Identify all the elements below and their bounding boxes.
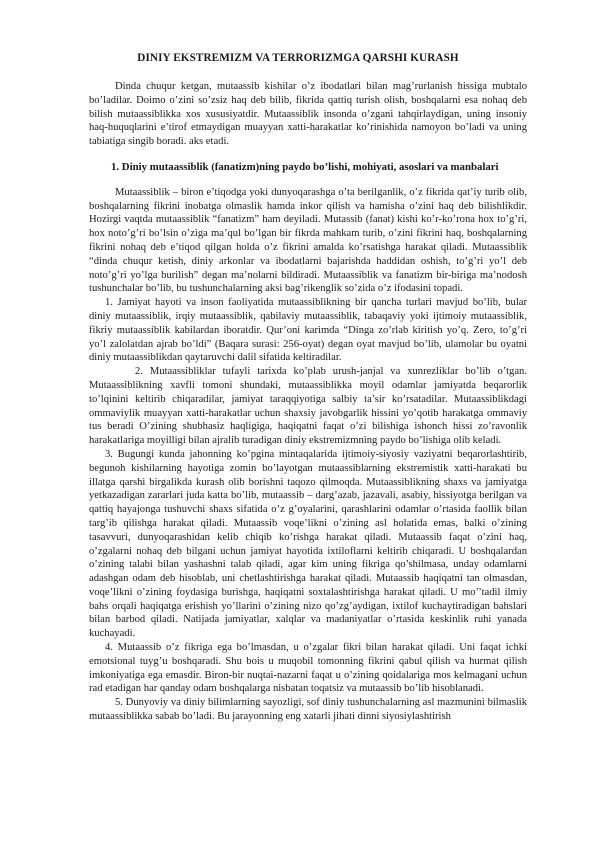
document-body bbox=[89, 80, 527, 724]
intro-paragraph: Dinda chuqur ketgan, mutaassib kishilar o’z ibodatlari bilan mag’rurlanish hissiga mubtalo bo’ladilar. Doimo o’zini so’zsiz haq deb bilib, fikrida qattiq turish olish, boshqalarni esa nohaq deb bilish mutaassiblikka xos xususiyatdir. Mutaassiblik insonda o’zgani tahqirlaydigan, uning insoniy haq-huquqlarini e’tirof etmaydigan muayyan xatti-harakatlar ko’rinishida namoyon bo’ladi va uning tabiatiga singib boradi. aks etadi. bbox=[89, 81, 527, 148]
paragraph-definition: Mutaassiblik – biron e’tiqodga yoki dunyoqarashga o’ta berilganlik, o’z fikrida qat’iy turib olib, boshqalarning fikrini inobatga olmaslik hamda inkor qilish va hamisha o’zini haq deb bilishlikdir. Hozirgi vaqtda mutaassiblik “fanatizm” ham deyiladi. Mutassib (fanat) kishi ko’r-ko’rona hox to’g’ri, hox noto’g’ri bo’lsin o’ziga ma’qul bo’lgan bir fikrda mahkam turib, o’zini fikrini haq, boshqalarning fikrini nohaq deb e’tiqod qilgan holda o’z fikrini amalda ko’rsatishga harakat qiladi. Mutaassiblik “dinda chuqur ketish, diniy arkonlar va ibodatlarni bajarishda haddidan oshish, to’g’ri yo’l deb noto’g’ri yo’lga burilish” degan ma’nolarni bildiradi. Mutaassiblik va fanatizm bir-biriga ma’nodosh tushunchalar bo’lib, bu tushunchalarning aksi bag’rikenglik so’zida o’z ifodasini topadi. bbox=[89, 186, 527, 295]
paragraph-4: 4. Mutaassib o’z fikriga ega bo’lmasdan, u o’zgalar fikri bilan harakat qiladi. Uni faqat ichki emotsional tuyg’u boshqaradi. Shu bois u muqobil tomonning fikrini qabul qilish va hurmat qilish imkoniyatiga ega emasdir. Biron-bir nuqtai-nazarni faqat u o’zining qoidalariga mos kelmagani uchun rad etadigan har qanday odam boshqalarga nisbatan toqatsiz va mutaassib bo’lib hisoblanadi. bbox=[89, 642, 527, 695]
paragraph-1: 1. Jamiyat hayoti va inson faoliyatida mutaassiblikning bir qancha turlari mavjud bo’lib, bular diniy mutaassiblik, irqiy mutaassiblik, qabilaviy mutaassiblik, tabaqaviy yoki ijtimoiy mutaassiblik, fikriy mutaassiblik kabilardan iboratdir. Qur’oni karimda “Dinga zo’rlab kiritish yo’q. Zero, to’g’ri yo’l zalolatdan ajrab bo’ldi” (Baqara surasi: 256-oyat) degan oyat mavjud bo’lib, ulamolar bu oyatni diniy mutaassiblikdan qaytaruvchi dalil sifatida keltiradilar. bbox=[89, 297, 527, 364]
document-title: DINIY EKSTREMIZM VA TERRORIZMGA QARSHI KURASH bbox=[137, 52, 459, 64]
paragraph-3: 3. Bugungi kunda jahonning ko’pgina mintaqalarida ijtimoiy-siyosiy vaziyatni beqarorlashtirib, begunoh kishilarning hayotiga zomin bo’layotgan mutaassiblarning ekstremistik xatti-harakati bu illatga qarshi birgalikda kurash olib borishni taqozo qilmoqda. Mutaassiblikning shaxs va jamiyatga yetkazadigan zararlari juda katta bo’lib, mutaassib – darg’azab, jazavali, asabiy, hissiyotga berilgan va qattiq hayajonga tushuvchi shaxs sifatida o’z g’oyalarini, qarashlarini odamlar o’rtasida faollik bilan targ’ib qilishga harakat qiladi. Mutaassib voqe’likni o’zining asl holatida emas, balki o’zining tasavvuri, dunyoqarashidan kelib chiqib ko’rishga harakat qiladi. Mutaassib faqat o’zini haq, o’zgalarni nohaq deb bilgani uchun jamiyat hayotida ixtiloflarni keltirib chiqaradi. U boshqalardan o’zining talabi bilan yashashni talab qiladi, agar kim uning fikriga qo’shilmasa, unday odamlarni adashgan odam deb hisoblab, uni chetlashtirishga harakat qiladi. Mutaassib haqiqatni tan olmasdan, voqe’likni o’zining foydasiga burishga, haqiqatni soxtalashtirishga harakat qiladi. U mo’’tadil ilmiy bahs orqali haqiqatga erishish yo’llarini o’zining nizo qo’zg’aydigan, ixtilof kuchaytiradigan bahslari bilan barbod qiladi. Natijada jamiyatlar, xalqlar va madaniyatlar o’rtasida keskinlik ruhi yanada kuchayadi. bbox=[89, 448, 527, 640]
paragraph-5: 5. Dunyoviy va diniy bilimlarning sayozligi, sof diniy tushunchalarning asl mazmunini bilmaslik mutaassiblikka sabab bo’ladi. Bu jarayonning eng xatarli jihati dinni siyosiylashtirish bbox=[89, 697, 527, 723]
section-heading: 1. Diniy mutaassiblik (fanatizm)ning paydo bo’lishi, mohiyati, asoslari va manbalari bbox=[111, 160, 499, 173]
paragraph-2: 2. Mutaassibliklar tufayli tarixda ko’plab urush-janjal va xunrezliklar bo’lib o’tgan. Mutaassiblikning xavfli tomoni shundaki, mutaassiblikka moyil odamlar jamiyatda beqarorlik to’lqinini keltirib chiqaradilar, jamiyat taraqqiyotiga salbiy ta’sir ko’rsatadilar. Mutaassiblikdagi ommaviylik muayyan xatti-harakatlar uchun shaxsiy javobgarlik hissini yo’qotib harakatga ommaviy tus beradi O’zining shubhasiz haqligiga, haqiqatni faqat o’zi bilishiga ishonch hissi zo’ravonlik harakatlariga moyilligi bilan ajralib turadigan diniy ekstremizmning paydo bo’lishiga olib keladi. bbox=[89, 366, 527, 447]
